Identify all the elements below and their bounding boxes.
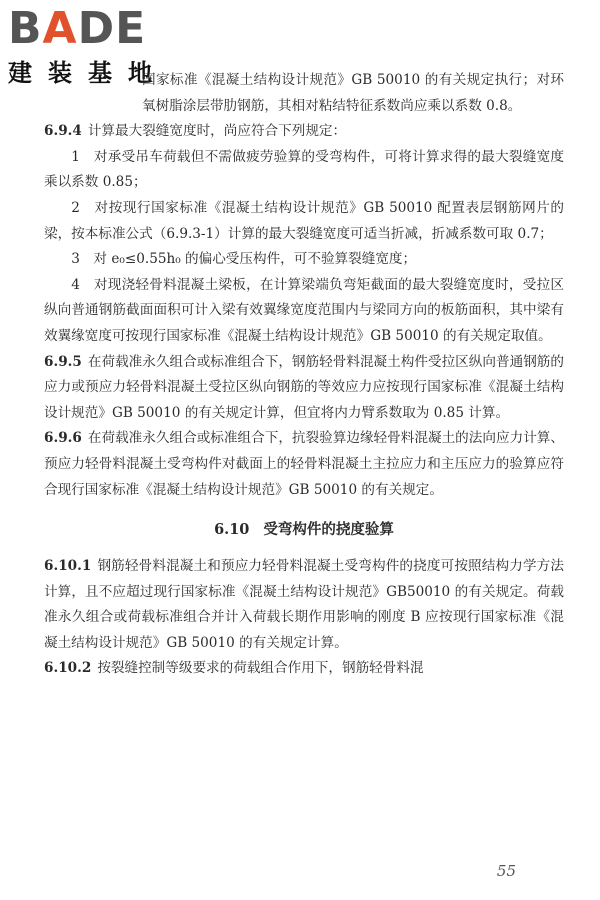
- paragraph: 国家标准《混凝土结构设计规范》GB 50010 的有关规定执行；对环氧树脂涂层带肋钢筋，其相对粘结特征系数尚应乘以系数 0.8。: [142, 72, 564, 114]
- list-item: 1 对承受吊车荷载但不需做疲劳验算的受弯构件，可将计算求得的最大裂缝宽度乘以系数 0.85；: [44, 148, 564, 191]
- clause-number: 6.9.4: [44, 123, 82, 140]
- clause-number: 6.9.6: [44, 430, 82, 447]
- list-item: 3 对 e₀≤0.55h₀ 的偏心受压构件，可不验算裂缝宽度；: [71, 251, 417, 268]
- clause-6-10-2: 6.10.2 按裂缝控制等级要求的荷载组合作用下，钢筋轻骨料混: [44, 660, 424, 677]
- clause-number: 6.10.2: [44, 660, 92, 677]
- section-number: 6.10: [214, 521, 250, 539]
- list-item: 2 对按现行国家标准《混凝土结构设计规范》GB 50010 配置表层钢筋网片的梁，按本标准公式（6.9.3-1）计算的最大裂缝宽度可适当折减，折减系数可取 0.7；: [44, 199, 564, 242]
- clause-6-9-4: 6.9.4 计算最大裂缝宽度时，尚应符合下列规定：: [44, 123, 347, 140]
- clause-number: 6.9.5: [44, 353, 82, 370]
- list-item: 4 对现浇轻骨料混凝土梁板，在计算梁端负弯矩截面的最大裂缝宽度时，受拉区纵向普通钢筋截面面积可计入梁有效翼缘宽度范围内与梁同方向的板筋面积，其中梁有效翼缘宽度可按现行国家标准《混凝土结构设计规范》GB 50010 的有关规定取值。: [44, 276, 564, 344]
- document-body: [44, 68, 564, 682]
- clause-6-10-1: 6.10.1 钢筋轻骨料混凝土和预应力轻骨料混凝土受弯构件的挠度可按照结构力学方法计算，且不应超过现行国家标准《混凝土结构设计规范》GB50010 的有关规定。荷载准永久组合或荷载标准组合并计入荷载长期作用影响的刚度 B 应按现行国家标准《混凝土结构设计规范》GB 50010 的有关规定计算。: [44, 558, 564, 651]
- logo-wordmark: BADE: [8, 3, 147, 54]
- logo-subtitle: 建装基地: [8, 59, 168, 87]
- clause-6-9-6: 6.9.6 在荷载准永久组合或标准组合下，抗裂验算边缘轻骨料混凝土的法向应力计算、预应力轻骨料混凝土受弯构件对截面上的轻骨料混凝土主拉应力和主压应力的验算应符合现行国家标准《混凝土结构设计规范》GB 50010 的有关规定。: [44, 430, 564, 498]
- clause-6-9-5: 6.9.5 在荷载准永久组合或标准组合下，钢筋轻骨料混凝土构件受拉区纵向普通钢筋的应力或预应力轻骨料混凝土受拉区纵向钢筋的等效应力应按现行国家标准《混凝土结构设计规范》GB 50010 的有关规定计算，但宜将内力臂系数取为 0.85 计算。: [44, 353, 564, 421]
- section-heading: [44, 517, 564, 542]
- logo-accent-letter: A: [42, 3, 78, 54]
- clause-number: 6.10.1: [44, 558, 92, 575]
- section-title: 受弯构件的挠度验算: [263, 521, 394, 539]
- page-number: 55: [496, 862, 516, 880]
